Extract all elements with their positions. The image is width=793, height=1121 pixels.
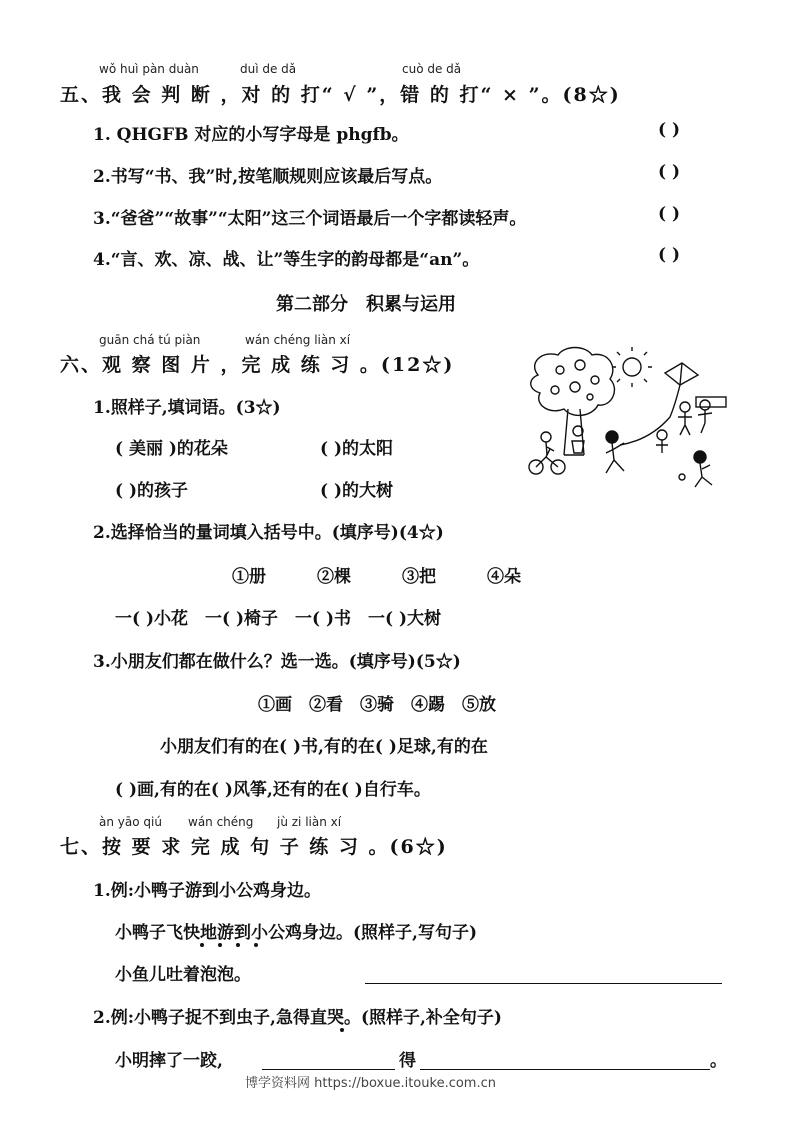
emphasis-dot	[254, 943, 258, 947]
sec7-q1-example: 小鸭子飞快地游到小公鸡身边。(照样子,写句子)	[115, 923, 478, 943]
sec5-item-2: 2.书写“书、我”时,按笔顺规则应该最后写点。	[93, 167, 443, 187]
sec6-q3-text2[interactable]: ( )画,有的在( )风筝,还有的在( )自行车。	[115, 780, 431, 800]
answer-line-1[interactable]	[365, 983, 722, 984]
answer-box-2[interactable]: ( )	[658, 162, 681, 182]
sec6-q1-line2a[interactable]: ( )的孩子	[115, 481, 189, 501]
emphasis-dot	[218, 943, 222, 947]
answer-box-1[interactable]: ( )	[658, 120, 681, 140]
emphasis-dot	[236, 943, 240, 947]
pinyin-sec5-1: wǒ huì pàn duàn	[99, 62, 199, 76]
pinyin-sec5-2: duì de dǎ	[240, 62, 297, 76]
sec5-item-3: 3.“爸爸”“故事”“太阳”这三个词语最后一个字都读轻声。	[93, 209, 527, 229]
part-2-heading: 第二部分 积累与运用	[276, 294, 456, 315]
section-6-title: 六、观 察 图 片 ，完 成 练 习 。(12☆)	[60, 354, 455, 376]
footer-watermark: 博学资料网 https://boxue.itouke.com.cn	[245, 1076, 496, 1091]
answer-line-2[interactable]	[262, 1069, 395, 1070]
pinyin-sec6-2: wán chéng liàn xí	[245, 333, 351, 347]
pinyin-sec6-1: guān chá tú piàn	[99, 333, 201, 347]
section-5-title: 五、我 会 判 断 ，对 的 打“ √ ”，错 的 打“ × ”。(8☆)	[60, 84, 621, 106]
sec7-q2-task-c: 。	[710, 1051, 727, 1071]
pinyin-sec7-1: àn yāo qiú	[99, 815, 162, 829]
sec6-q3: 3.小朋友们都在做什么？选一选。(填序号)(5☆)	[93, 652, 461, 672]
sec5-item-4: 4.“言、欢、凉、战、让”等生字的韵母都是“an”。	[93, 250, 480, 270]
sec6-q2-fill[interactable]: 一( )小花 一( )椅子 一( )书 一( )大树	[115, 609, 442, 629]
section-7-title: 七、按 要 求 完 成 句 子 练 习 。(6☆)	[60, 836, 448, 858]
sec6-q2-options: ①册 ②棵 ③把 ④朵	[232, 567, 521, 587]
pinyin-sec7-3: jù zi liàn xí	[277, 815, 342, 829]
sec6-q2: 2.选择恰当的量词填入括号中。(填序号)(4☆)	[93, 523, 444, 543]
sec5-item-1: 1. QHGFB 对应的小写字母是 phgfb。	[93, 125, 409, 145]
pinyin-sec5-3: cuò de dǎ	[402, 62, 462, 76]
park-scene-illustration	[520, 345, 735, 490]
sec7-q2: 2.例:小鸭子捉不到虫子,急得直哭。(照样子,补全句子)	[93, 1008, 502, 1028]
answer-box-4[interactable]: ( )	[658, 245, 681, 265]
answer-box-3[interactable]: ( )	[658, 204, 681, 224]
answer-line-3[interactable]	[420, 1069, 710, 1070]
sec7-q2-task-a: 小明摔了一跤,	[115, 1051, 223, 1071]
sec7-q1-task: 小鱼儿吐着泡泡。	[115, 965, 251, 985]
sec6-q1-line1b[interactable]: ( )的太阳	[320, 439, 394, 459]
sec6-q1: 1.照样子,填词语。(3☆)	[93, 398, 281, 418]
pinyin-sec7-2: wán chéng	[188, 815, 254, 829]
emphasis-dot	[340, 1028, 344, 1032]
sec7-q2-task-b: 得	[399, 1051, 416, 1071]
emphasis-dot	[200, 943, 204, 947]
sec7-q1: 1.例:小鸭子游到小公鸡身边。	[93, 881, 322, 901]
sec6-q3-options: ①画 ②看 ③骑 ④踢 ⑤放	[258, 695, 496, 715]
sec6-q1-line2b[interactable]: ( )的大树	[320, 481, 394, 501]
sec6-q3-text1[interactable]: 小朋友们有的在( )书,有的在( )足球,有的在	[160, 737, 488, 757]
sec6-q1-line1a[interactable]: ( 美丽 )的花朵	[115, 439, 228, 459]
